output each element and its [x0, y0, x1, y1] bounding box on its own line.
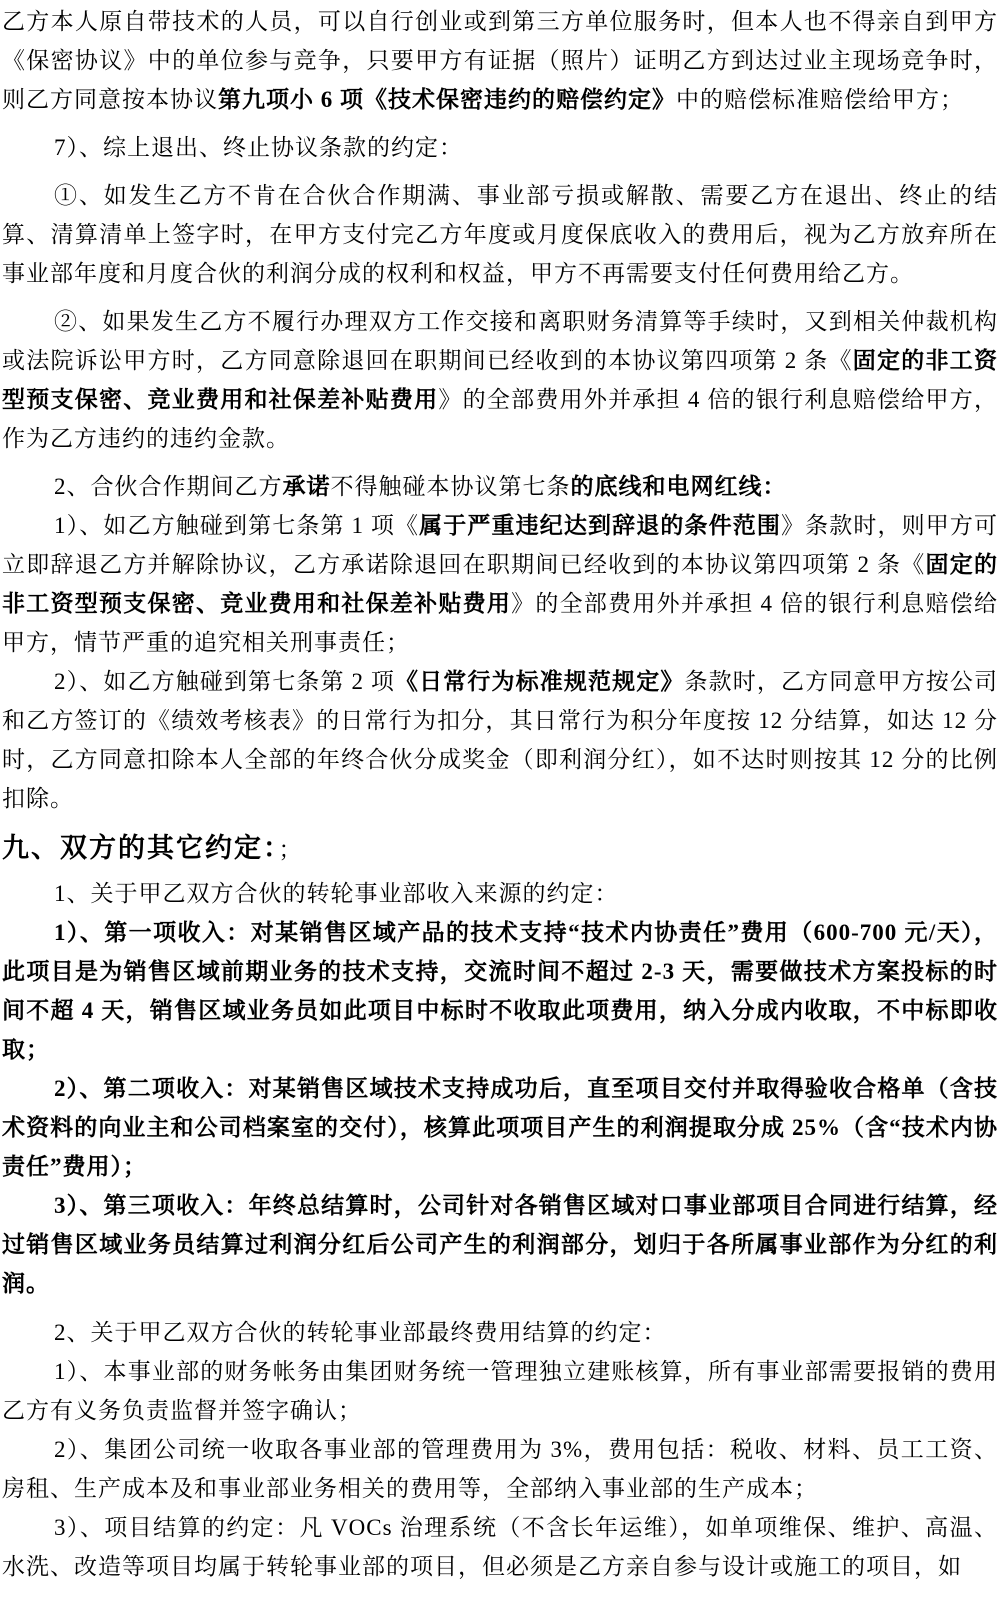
text-segment: 1）、第一项收入：对某销售区域产品的技术支持“技术内协责任”费用（600-700 元/天），此项目是为销售区域前期业务的技术支持，交流时间不超过 2-3 天，需要做技术方案投标的时间不超 4 天，销售区域业务员如此项目中标时不收取此项费用，纳入分成内收取，不中标即收取；: [2, 920, 998, 1062]
text-segment: 》的全部费用外并承担 4 倍的银行利息赔偿给甲方，作为乙方违约的违约金款。: [2, 387, 999, 451]
text-segment: ②、如果发生乙方不履行办理双方工作交接和离职财务清算等手续时，又到相关仲裁机构或法院诉讼甲方时，乙方同意除退回在职期间已经收到的本协议第四项第 2 条《: [2, 309, 998, 373]
text-segment: 3）、项目结算的约定：凡 VOCs 治理系统（不含长年运维），如单项维保、维护、高温、水洗、改造等项目均属于转轮事业部的项目，但必须是乙方亲自参与设计或施工的项目，如: [2, 1515, 998, 1579]
text-segment: 第九项小 6 项《技术保密违约的赔偿约定》: [218, 87, 676, 112]
text-segment: 不得触碰本协议第七条: [330, 474, 571, 499]
paragraph-item-2-final-settlement: [2, 1313, 998, 1352]
paragraph-clause-continuation: [2, 2, 998, 119]
text-segment: ①、如发生乙方不肯在合伙合作期满、事业部亏损或解散、需要乙方在退出、终止的结算、清算清单上签字时，在甲方支付完乙方年度或月度保底收入的费用后，视为乙方放弃所在事业部年度和月度合伙的利润分成的权利和权益，甲方不再需要支付任何费用给乙方。: [2, 183, 998, 286]
paragraph-item-7-exit-termination: [2, 128, 998, 167]
text-segment: 九、双方的其它约定：: [2, 833, 279, 863]
paragraph-circle-2-breach-compensation: [2, 302, 998, 458]
paragraph-redline-2-daily-conduct: [2, 662, 998, 818]
text-segment: 1）、如乙方触碰到第七条第 1 项《: [54, 513, 420, 538]
section-heading-nine-other-agreements: [2, 826, 998, 872]
paragraph-settlement-2-management-fee: [2, 1430, 998, 1508]
text-segment: 的底线和电网红线：: [570, 474, 787, 499]
text-segment: 中的赔偿标准赔偿给甲方；: [676, 87, 964, 112]
paragraph-item-1-income-sources: [2, 874, 998, 913]
text-segment: 2、关于甲乙双方合伙的转轮事业部最终费用结算的约定：: [54, 1320, 667, 1345]
text-segment: ；: [278, 837, 304, 862]
text-segment: 固定的非工资型预支保密、竞业费用和社保差补贴费用: [2, 552, 999, 616]
text-segment: 3）、第三项收入：年终总结算时，公司针对各销售区域对口事业部项目合同进行结算，经过销售区域业务员结算过利润分红后公司产生的利润部分，划归于各所属事业部作为分红的利润。: [2, 1193, 998, 1296]
paragraph-settlement-1-finance: [2, 1352, 998, 1430]
paragraph-item-2-redline-promise: [2, 467, 998, 506]
text-segment: 承诺: [282, 474, 331, 499]
paragraph-income-3: [2, 1186, 998, 1303]
paragraph-settlement-3-project: [2, 1508, 998, 1586]
text-segment: 《日常行为标准规范规定》: [395, 669, 685, 694]
paragraph-redline-1-serious-violation: [2, 506, 998, 662]
text-segment: 2）、第二项收入：对某销售区域技术支持成功后，直至项目交付并取得验收合格单（含技术资料的向业主和公司档案室的交付），核算此项项目产生的利润提取分成 25%（含“技术内协责任”费用）；: [2, 1076, 998, 1179]
text-segment: 2）、如乙方触碰到第七条第 2 项: [54, 669, 395, 694]
text-segment: 固定的非工资型预支保密、竞业费用和社保差补贴费用: [2, 348, 999, 412]
text-segment: 》条款时，则甲方可立即辞退乙方并解除协议，乙方承诺除退回在职期间已经收到的本协议第四项第 2 条《: [2, 513, 998, 577]
text-segment: 2、合伙合作期间乙方: [54, 474, 283, 499]
text-segment: 1、关于甲乙双方合伙的转轮事业部收入来源的约定：: [54, 881, 619, 906]
text-segment: 条款时，乙方同意甲方按公司和乙方签订的《绩效考核表》的日常行为扣分，其日常行为积分年度按 12 分结算，如达 12 分时，乙方同意扣除本人全部的年终合伙分成奖金（即利润分红），如不达时则按其 12 分的比例扣除。: [2, 669, 999, 811]
text-segment: 7）、综上退出、终止协议条款的约定：: [54, 135, 463, 160]
text-segment: 1）、本事业部的财务帐务由集团财务统一管理独立建账核算，所有事业部需要报销的费用乙方有义务负责监督并签字确认；: [2, 1359, 998, 1423]
text-segment: 》的全部费用外并承担 4 倍的银行利息赔偿给甲方，情节严重的追究相关刑事责任；: [2, 591, 999, 655]
text-segment: 乙方本人原自带技术的人员，可以自行创业或到第三方单位服务时，但本人也不得亲自到甲方《保密协议》中的单位参与竞争，只要甲方有证据（照片）证明乙方到达过业主现场竞争时，则乙方同意按本协议: [2, 9, 998, 112]
paragraph-income-2: [2, 1069, 998, 1186]
paragraph-circle-1-exit-settlement: [2, 176, 998, 293]
text-segment: 2）、集团公司统一收取各事业部的管理费用为 3%，费用包括：税收、材料、员工工资、房租、生产成本及和事业部业务相关的费用等，全部纳入事业部的生产成本；: [2, 1437, 998, 1501]
paragraph-income-1: [2, 913, 998, 1069]
text-segment: 属于严重违纪达到辞退的条件范围: [419, 513, 781, 538]
